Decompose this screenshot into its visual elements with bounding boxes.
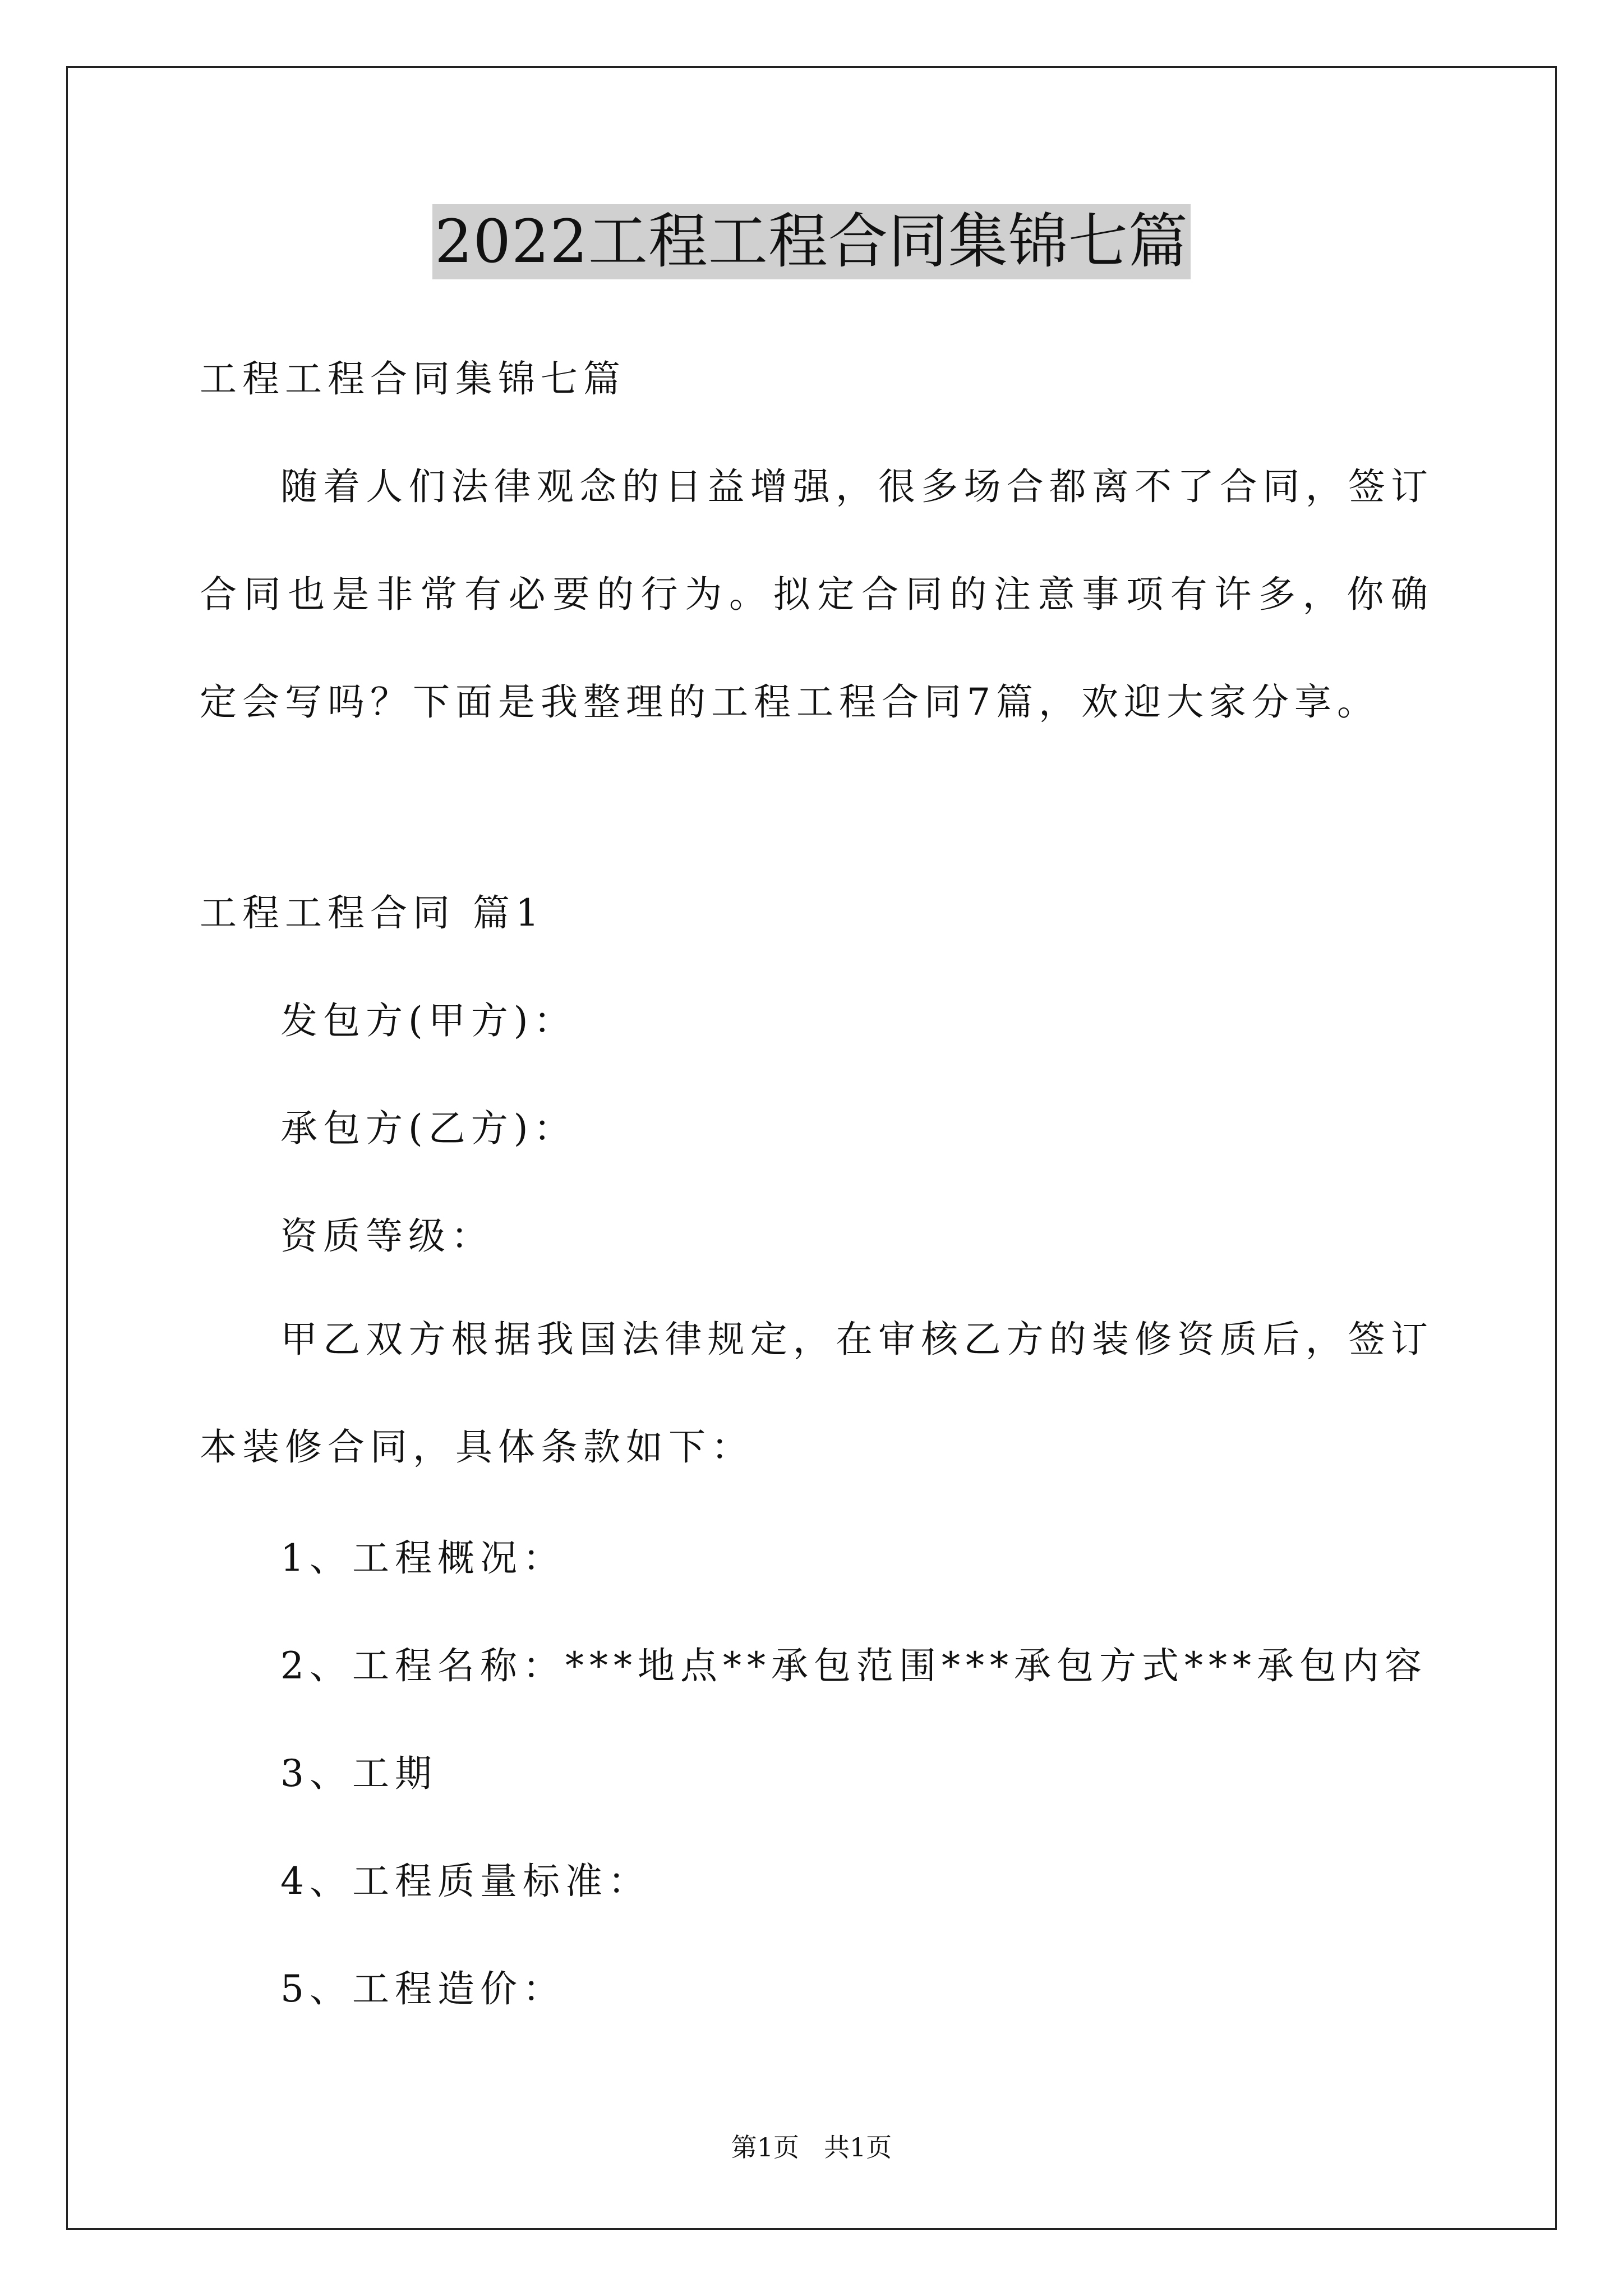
party-b-field: 承包方(乙方)：: [280, 1107, 577, 1150]
list-item: 2、工程名称：***地点**承包范围***承包方式***承包内容: [280, 1644, 1427, 1687]
agreement-paragraph: 甲乙双方根据我国法律规定，在审核乙方的装修资质后，签订本装修合同，具体条款如下：: [200, 1318, 1433, 1469]
list-item: 4、工程质量标准：: [280, 1860, 651, 1903]
section-heading: 工程工程合同 篇1: [200, 891, 545, 935]
list-item: 1、工程概况：: [280, 1536, 565, 1580]
qualification-field: 资质等级：: [280, 1214, 494, 1258]
list-item: 3、工期: [280, 1752, 437, 1795]
list-item: 5、工程造价：: [280, 1967, 565, 2010]
page-footer: [0, 2131, 1623, 2164]
party-a-field: 发包方(甲方)：: [280, 999, 577, 1042]
page-number-total: 共1页: [824, 2132, 892, 2162]
page-number-current: 第1页: [731, 2132, 799, 2162]
document-subtitle: 工程工程合同集锦七篇: [200, 357, 626, 401]
document-title: 2022工程工程合同集锦七篇: [432, 204, 1191, 279]
title-container: [0, 204, 1623, 279]
intro-paragraph: 随着人们法律观念的日益增强，很多场合都离不了合同，签订合同也是非常有必要的行为。拟定合同的注意事项有许多，你确定会写吗？下面是我整理的工程工程合同7篇，欢迎大家分享。: [200, 465, 1433, 724]
